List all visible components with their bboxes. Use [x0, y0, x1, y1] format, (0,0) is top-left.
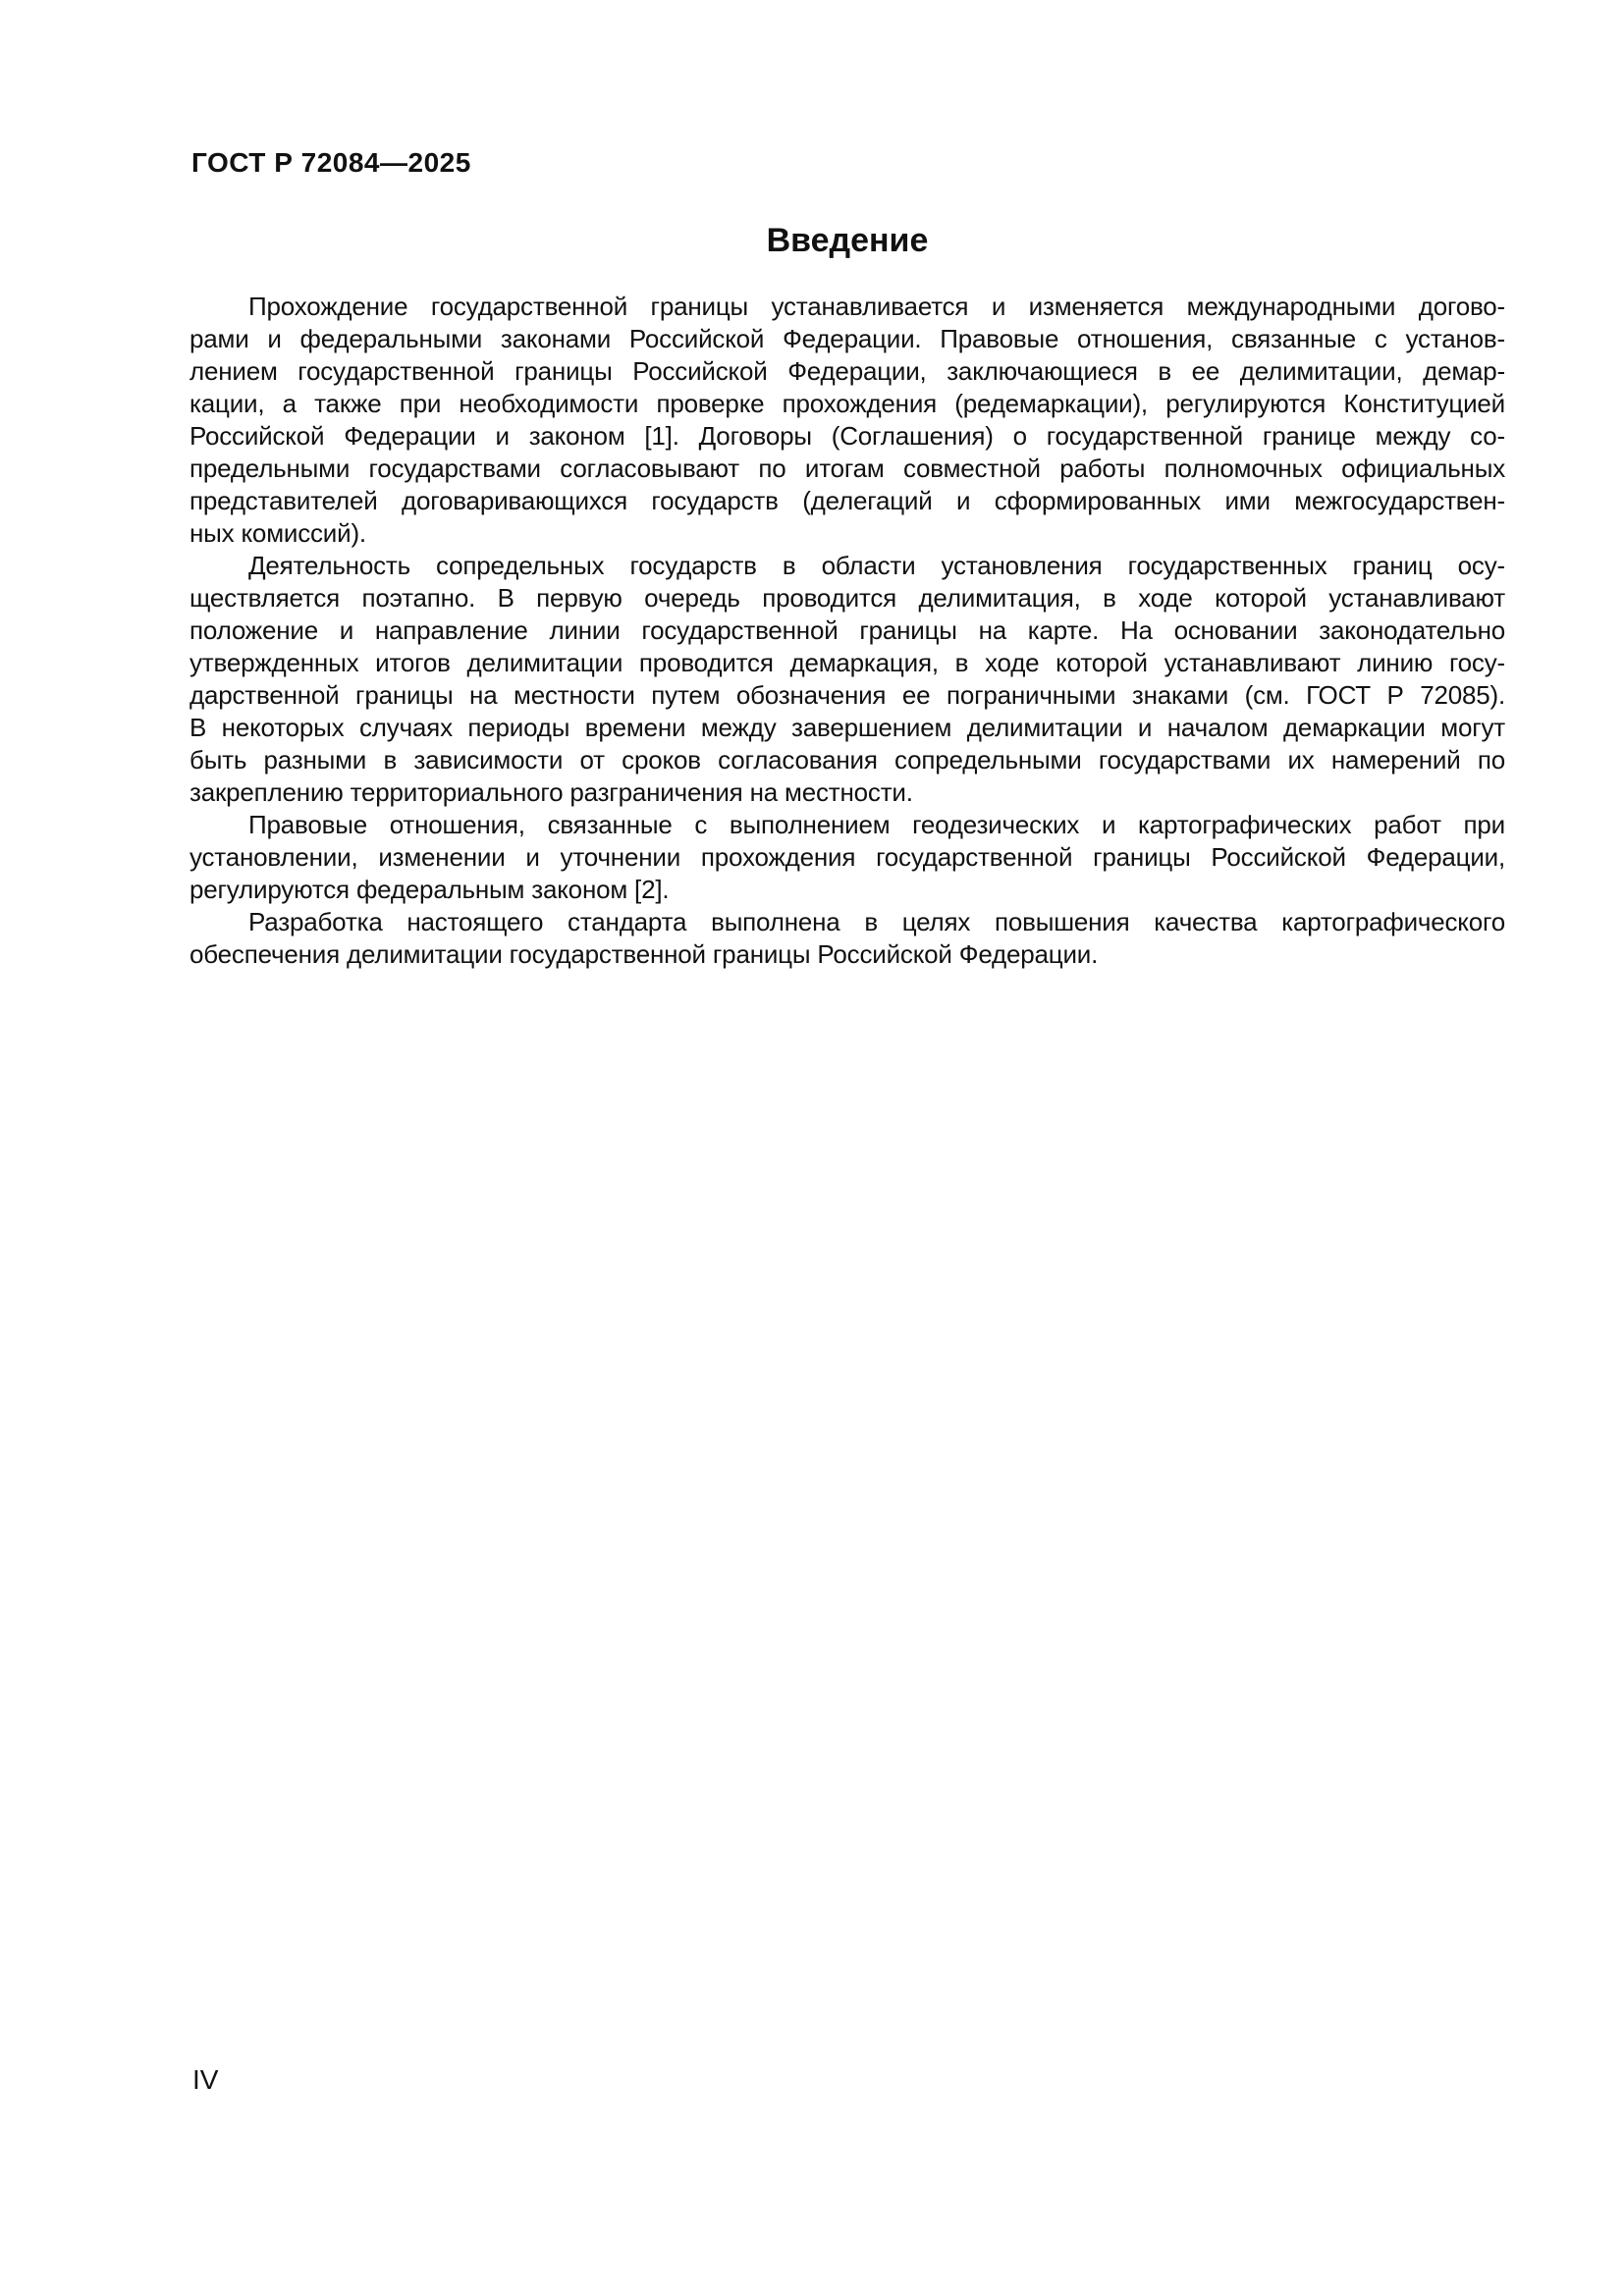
- text-line: Деятельность сопредельных государств в области установления государственных границ осу-: [248, 551, 1505, 580]
- text-line: лением государственной границы Российской Федерации, заключающиеся в ее делимитации, демар-: [189, 356, 1505, 386]
- text-line: Российской Федерации и законом [1]. Договоры (Соглашения) о государственной границе между со-: [189, 421, 1505, 451]
- text-line: установлении, изменении и уточнении прохождения государственной границы Российской Федерации,: [189, 842, 1505, 872]
- text-line: регулируются федеральным законом [2].: [189, 875, 670, 904]
- paragraph: [189, 291, 1505, 550]
- text-line: быть разными в зависимости от сроков согласования сопредельными государствами их намерений по: [189, 745, 1505, 774]
- text-line: Прохождение государственной границы устанавливается и изменяется международными догово-: [248, 292, 1505, 321]
- paragraph: [189, 809, 1505, 906]
- paragraph: [189, 550, 1505, 809]
- text-line: ществляется поэтапно. В первую очередь проводится делимитация, в ходе которой устанавливают: [189, 583, 1505, 613]
- text-line: Правовые отношения, связанные с выполнением геодезических и картографических работ при: [248, 810, 1505, 839]
- text-line: ных комиссий).: [189, 518, 366, 548]
- text-line: предельными государствами согласовывают по итогам совместной работы полномочных официальных: [189, 454, 1505, 483]
- page-number: IV: [192, 2064, 219, 2095]
- paragraph: [189, 906, 1505, 971]
- section-title: Введение: [766, 222, 929, 259]
- text-line: Разработка настоящего стандарта выполнена в целях повышения качества картографического: [248, 907, 1505, 936]
- text-line: рами и федеральными законами Российской Федерации. Правовые отношения, связанные с установ-: [189, 324, 1505, 353]
- text-line: кации, а также при необходимости проверке прохождения (редемаркации), регулируются Конституцией: [189, 389, 1505, 418]
- text-line: утвержденных итогов делимитации проводится демаркация, в ходе которой устанавливают линию госу-: [189, 648, 1505, 677]
- introduction-text: [189, 291, 1505, 971]
- text-line: В некоторых случаях периоды времени между завершением делимитации и началом демаркации могут: [189, 713, 1505, 742]
- text-line: обеспечения делимитации государственной границы Российской Федерации.: [189, 939, 1099, 969]
- text-line: представителей договаривающихся государств (делегаций и сформированных ими межгосударствен-: [189, 486, 1505, 515]
- text-line: положение и направление линии государственной границы на карте. На основании законодательно: [189, 615, 1505, 645]
- text-line: закреплению территориального разграничения на местности.: [189, 777, 913, 807]
- text-line: дарственной границы на местности путем обозначения ее пограничными знаками (см. ГОСТ Р 72085).: [189, 680, 1505, 710]
- document-code: ГОСТ Р 72084—2025: [191, 147, 471, 178]
